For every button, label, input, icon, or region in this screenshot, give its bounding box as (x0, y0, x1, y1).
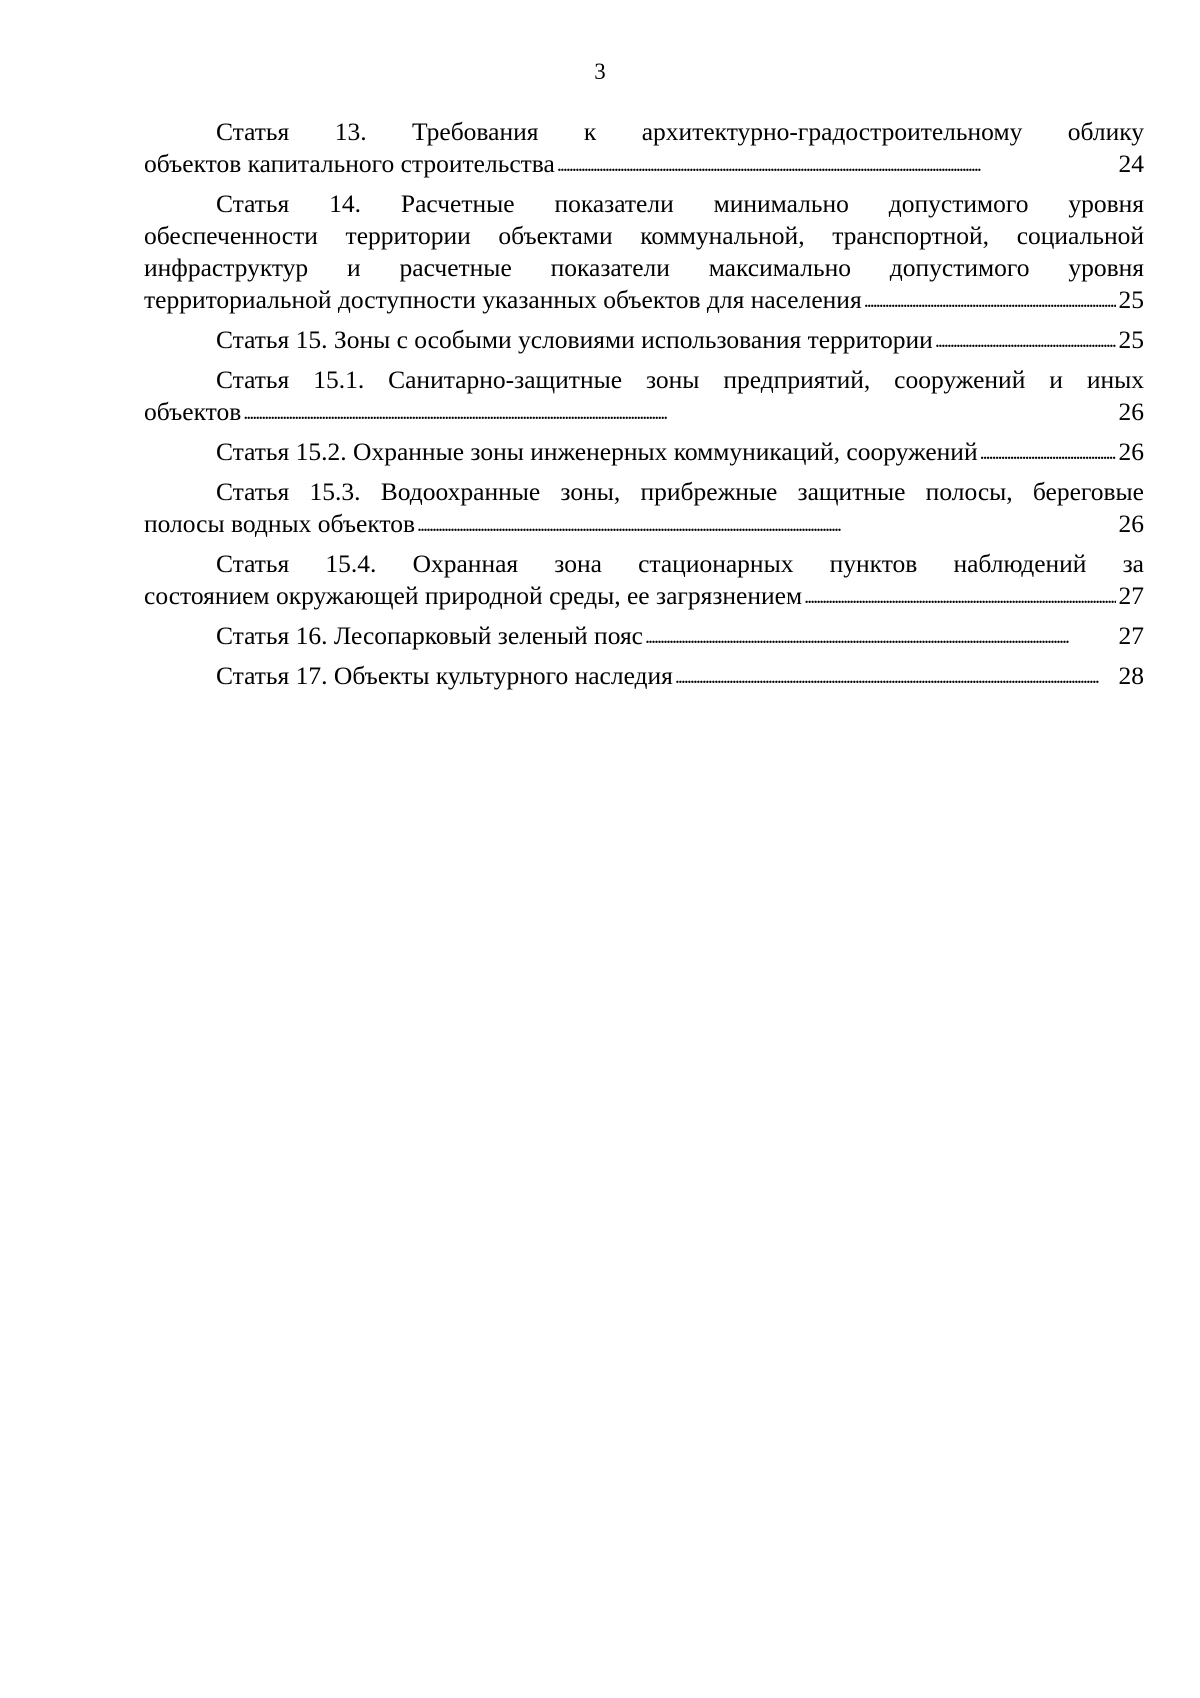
toc-page-number: 27 (1118, 621, 1144, 650)
toc-page-number: 26 (1118, 509, 1144, 538)
toc-entry-text-line: Статья 17. Объекты культурного наследия (216, 661, 673, 690)
toc-entry-text-line: Статья 15. Зоны с особыми условиями использования территории (216, 325, 933, 354)
toc-entry-text-line: полосы водных объектов (144, 509, 415, 538)
toc-entry-article-15-4[interactable] (144, 548, 1144, 614)
toc-entry-text-line: Статья 15.2. Охранные зоны инженерных коммуникаций, сооружений (216, 437, 978, 466)
toc-entry-text-line: Статья 15.3. Водоохранные зоны, прибрежные защитные полосы, береговые (216, 477, 1144, 506)
toc-entry-text-line: Статья 16. Лесопарковый зеленый пояс (216, 621, 644, 650)
toc-page-number: 24 (1118, 149, 1144, 178)
toc-entry-text-line: Статья 15.1. Санитарно-защитные зоны предприятий, сооружений и иных (216, 365, 1144, 394)
toc-entry-article-14[interactable] (144, 188, 1144, 318)
toc-entry-text-line: состоянием окружающей природной среды, ее загрязнением (144, 581, 803, 610)
toc-entry-article-15-1[interactable] (144, 364, 1144, 430)
toc-entry-article-15[interactable] (144, 324, 1144, 358)
toc-entry-article-16[interactable] (144, 620, 1144, 654)
toc-entry-text-line: инфраструктур и расчетные показатели максимально допустимого уровня (144, 253, 1144, 282)
table-of-contents (144, 116, 1144, 700)
toc-entry-text-line: объектов (144, 397, 242, 426)
toc-entry-text-line: Статья 13. Требования к архитектурно-градостроительному облику (216, 117, 1144, 146)
toc-entry-article-15-2[interactable] (144, 436, 1144, 470)
toc-entry-article-13[interactable] (144, 116, 1144, 182)
toc-entry-article-17[interactable] (144, 660, 1144, 694)
toc-entry-text-line: Статья 14. Расчетные показатели минимально допустимого уровня (216, 189, 1144, 218)
toc-page-number: 25 (1118, 285, 1144, 314)
toc-page-number: 27 (1118, 581, 1144, 610)
toc-page-number: 26 (1118, 437, 1144, 466)
dot-leader (645, 619, 1115, 653)
dot-leader (864, 283, 1116, 317)
toc-page-number: 26 (1118, 397, 1144, 426)
toc-entry-text-line: обеспеченности территории объектами коммунальной, транспортной, социальной (144, 221, 1144, 250)
toc-entry-text-line: Статья 15.4. Охранная зона стационарных пунктов наблюдений за (216, 549, 1144, 578)
dot-leader (557, 147, 1116, 181)
dot-leader (980, 435, 1116, 469)
toc-entry-text-line: территориальной доступности указанных объектов для населения (144, 285, 862, 314)
dot-leader (417, 507, 1116, 541)
toc-entry-article-15-3[interactable] (144, 476, 1144, 542)
page-number: 3 (594, 59, 606, 84)
toc-page-number: 25 (1118, 325, 1144, 354)
toc-entry-text-line: объектов капитального строительства (144, 149, 555, 178)
dot-leader (243, 395, 1115, 429)
dot-leader (935, 323, 1116, 357)
toc-page-number: 28 (1118, 661, 1144, 690)
dot-leader (675, 659, 1116, 693)
dot-leader (804, 579, 1115, 613)
